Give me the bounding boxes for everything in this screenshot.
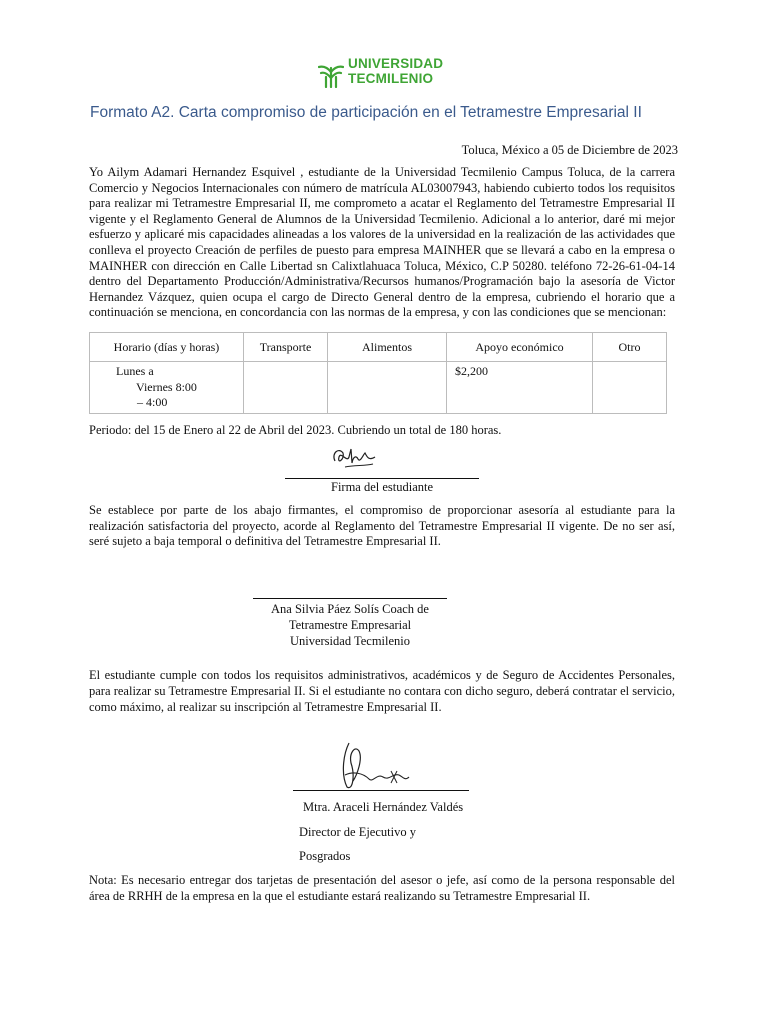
horario-line: – 4:00 <box>137 395 168 409</box>
coach-university: Universidad Tecmilenio <box>289 634 411 648</box>
director-title-2: Posgrados <box>299 849 351 863</box>
logo-text-universidad: UNIVERSIDAD <box>348 56 444 71</box>
director-signature-line <box>293 790 469 791</box>
commitment-paragraph: Yo Ailym Adamari Hernandez Esquivel , estudiante de la Universidad Tecmilenio Campus Toluca, de la carrera Comercio y Negocios Internacionales con número de matrícula AL03007943, habiendo cubierto todos los requisitos para realizar mi Tetramestre Empresarial II, me comprometo a acatar el Reglamento del Tetramestre Empresarial II vigente y el Reglamento General de Alumnos de la Universidad Tecmilenio. Adicional a lo anterior, daré mi mejor esfuerzo y aplicaré mis capacidades alineadas a los valores de la universidad en la realización de las actividades que conlleva el proyecto Creación de perfiles de puesto para empresa MAINHER que se llevará a cabo en la empresa o MAINHER con dirección en Calle Libertad sn Calixtlahuaca Toluca, México, C.P 50280. teléfono 72-26-61-04-14 dentro del Departamento Producción/Administrativa/Recursos humanos/Programación bajo la asesoría de Victor Hernandez Vázquez, quien ocupa el cargo de Directo General dentro de la empresa, cubriendo el horario que a continuación se menciona, en concordancia con las normas de la empresa, y con las condiciones que se mencionan: <box>89 165 675 320</box>
student-signature-caption: Firma del estudiante <box>331 480 434 494</box>
director-name: Mtra. Araceli Hernández Valdés <box>303 800 464 814</box>
cell-alimentos <box>328 362 447 414</box>
header-horario: Horario (días y horas) <box>90 333 244 362</box>
header-alimentos: Alimentos <box>328 333 447 362</box>
coach-signature-line <box>253 598 447 599</box>
university-logo-icon <box>318 58 344 88</box>
header-transporte: Transporte <box>244 333 328 362</box>
header-otro: Otro <box>593 333 667 362</box>
cell-otro <box>593 362 667 414</box>
header-apoyo: Apoyo económico <box>447 333 593 362</box>
university-logo <box>318 56 458 90</box>
cell-apoyo: $2,200 <box>447 362 593 414</box>
logo-text-tecmilenio: TECMILENIO <box>348 71 434 86</box>
director-title-1: Director de Ejecutivo y <box>299 825 416 839</box>
director-signature-scribble <box>333 735 423 795</box>
nota-paragraph: Nota: Es necesario entregar dos tarjetas de presentación del asesor o jefe, así como de la persona responsable del área de RRHH de la empresa en la que el estudiante estará realizando su Tetramestre Empresarial II. <box>89 873 675 903</box>
coach-program: Tetramestre Empresarial <box>288 618 412 632</box>
cell-horario <box>90 362 244 414</box>
schedule-table <box>89 332 667 414</box>
advisory-paragraph: Se establece por parte de los abajo firmantes, el compromiso de proporcionar asesoría al estudiante para la realización satisfactoria del proyecto, acorde al Reglamento del Tetramestre Empresarial II vigente. De no ser así, seré sujeto a baja temporal o definitiva del Tetramestre Empresarial II. <box>89 503 675 549</box>
student-signature-scribble <box>325 443 385 473</box>
document-title: Formato A2. Carta compromiso de participación en el Tetramestre Empresarial II <box>90 104 642 121</box>
horario-line: Viernes 8:00 <box>136 379 197 394</box>
coach-name: Ana Silvia Páez Solís Coach de <box>271 602 429 616</box>
schedule-data-row <box>90 362 667 414</box>
periodo-line: Periodo: del 15 de Enero al 22 de Abril del 2023. Cubriendo un total de 180 horas. <box>89 423 502 437</box>
requirements-paragraph: El estudiante cumple con todos los requisitos administrativos, académicos y de Seguro de Accidentes Personales, para realizar su Tetramestre Empresarial II. Si el estudiante no contara con dicho seguro, deberá contratar el servicio, como máximo, al realizar su inscripción al Tetramestre Empresarial II. <box>89 668 675 715</box>
coach-block <box>250 601 450 649</box>
date-line: Toluca, México a 05 de Diciembre de 2023 <box>461 143 678 157</box>
student-signature-line <box>285 478 479 479</box>
schedule-header-row <box>90 333 667 362</box>
cell-transporte <box>244 362 328 414</box>
horario-line: Lunes a <box>116 364 154 378</box>
